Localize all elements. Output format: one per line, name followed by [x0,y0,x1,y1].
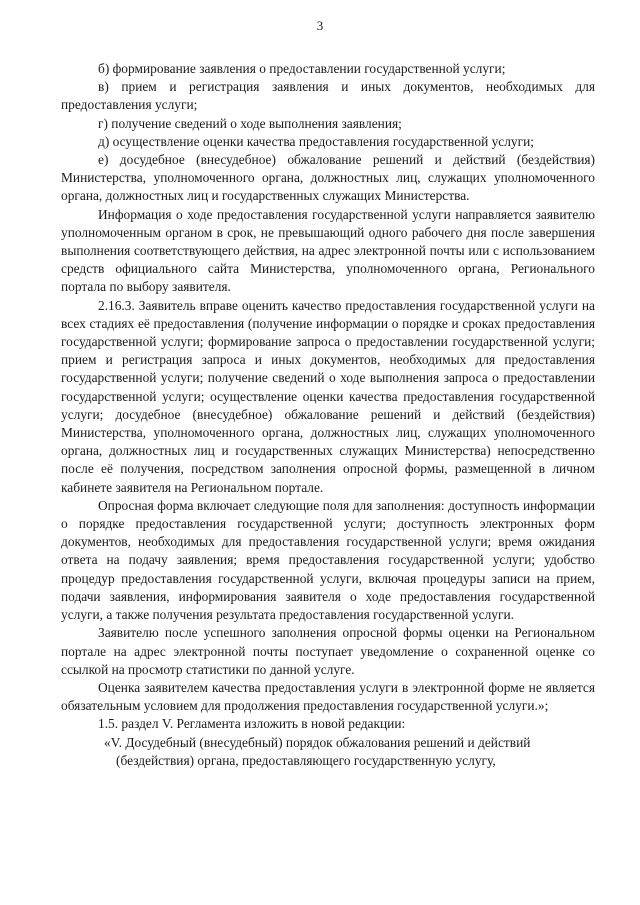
section-heading-line1: «V. Досудебный (внесудебный) порядок обжалования решений и действий [104,734,531,750]
paragraph-2-16-3: 2.16.3. Заявитель вправе оценить качество предоставления государственной услуги на всех стадиях её предоставления (получение информации о порядке и сроках предоставления государственной услуги; формирование запроса о предоставлении государственной услуги; прием и регистрация запроса и иных документов, необходимых для предоставления государственной услуги; получение сведений о ходе выполнения запроса о предоставлении государственной услуги; осуществление оценки качества предоставления государственной услуги; досудебное (внесудебное) обжалование решений и действий (бездействия) Министерства, уполномоченного органа, должностных лиц, служащих уполномоченного органа, должностных лиц и государственных служащих Министерства) непосредственно после её получения, посредством заполнения опросной формы, размещенной в личном кабинете заявителя на Региональном портале. [61,297,595,495]
list-item-v: в) прием и регистрация заявления и иных документов, необходимых для предоставления услуги; [61,79,595,113]
paragraph-progress-info: Информация о ходе предоставления государственной услуги направляется заявителю уполномоченным органом в срок, не превышающий одного рабочего дня после завершения выполнения соответствующего действия, на адрес электронной почты или с использованием средств официального сайта Министерства, уполномоченного органа, Регионального портала по выбору заявителя. [61,206,595,295]
document-body [61,60,595,770]
paragraph-notification: Заявителю после успешного заполнения опросной формы оценки на Региональном портале на адрес электронной почты поступает уведомление о сохраненной оценке со ссылкой на просмотр статистики по данной услуге. [61,625,595,677]
list-item-b: б) формирование заявления о предоставлении государственной услуги; [98,61,506,76]
paragraph-evaluation-optional: Оценка заявителем качества предоставления услуги в электронной форме не является обязательным условием для продолжения предоставления государственной услуги.»; [61,679,595,714]
paragraph-1-5: 1.5. раздел V. Регламента изложить в новой редакции: [98,716,406,732]
list-item-d: д) осуществление оценки качества предоставления государственной услуги; [98,133,534,149]
list-item-g: г) получение сведений о ходе выполнения заявления; [98,115,402,131]
page-number: 3 [316,18,324,33]
paragraph-survey-form: Опросная форма включает следующие поля для заполнения: доступность информации о порядке предоставления государственной услуги; доступность электронных форм документов, необходимых для предоставления государственной услуги; время ожидания ответа на подачу заявления; время предоставления государственной услуги; удобство процедур предоставления государственной услуги, включая процедуры записи на прием, подачи заявления, информирования заявителя о ходе предоставления государственной услуги, а также получения результата предоставления государственной услуги. [61,497,595,623]
section-heading [59,734,595,770]
section-heading-line2: (бездействия) органа, предоставляющего государственную услугу, [116,752,496,768]
list-item-e: е) досудебное (внесудебное) обжалование решений и действий (бездействия) Министерства, уполномоченного органа, должностных лиц, служащих уполномоченного органа, должностных лиц и государственных служащих Министерства. [61,152,595,204]
